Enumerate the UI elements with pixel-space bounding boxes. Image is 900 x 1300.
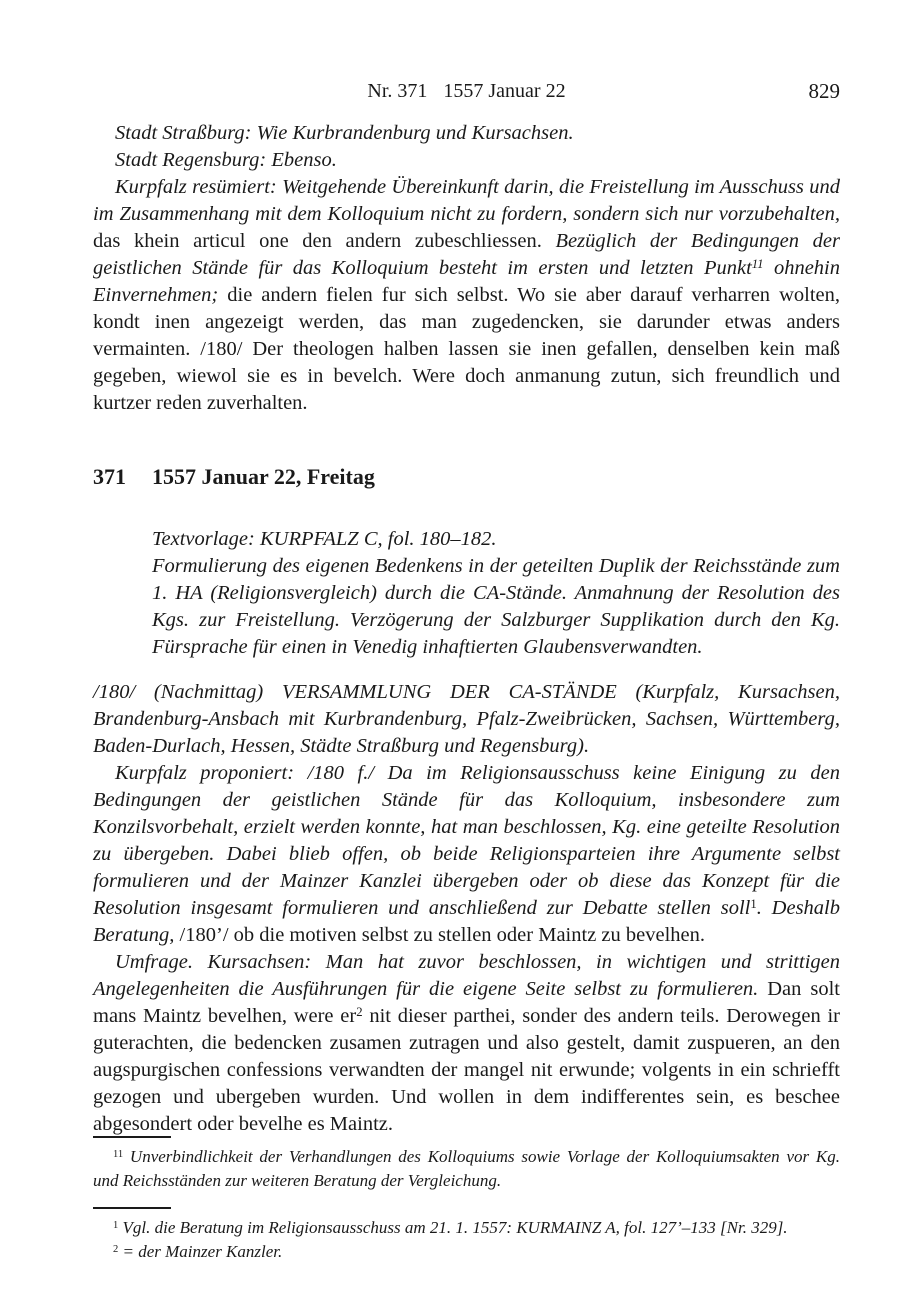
- text-run: nit dieser parthei, sonder des andern teils. Derowegen ir guterachten, die bedencken zusamen zutragen und also gestelt, damit zuspueren, an den augspurgischen confessions verwandten der mangel nit erwunde; volgents in ein schriefft gezogen und ubergeben wurden. Und wollen in dem indifferentes sein, es beschee abgesondert oder bevelhe es Maintz.: [93, 1005, 840, 1135]
- text-run: ohnehin Einvernehmen;: [93, 257, 840, 306]
- text-run: Unverbindlichkeit der Verhandlungen des Kolloquiums sowie Vorlage der Kolloquiumsakten vor Kg. und Reichsständen zur weiteren Beratung der Vergleichung.: [93, 1147, 840, 1190]
- page-number: 829: [808, 79, 840, 103]
- text-run: 11: [751, 257, 764, 272]
- source-note: [152, 526, 840, 661]
- text-run: Vgl. die Beratung im Religionsausschuss am 21. 1. 1557: KURMAINZ A, fol. 127’–133 [Nr. 329].: [118, 1218, 788, 1237]
- text-column: [93, 0, 840, 1138]
- paragraph-kurpfalz-resuemiert: [93, 174, 840, 417]
- footnote-1: [93, 1216, 840, 1240]
- text-run: 1: [113, 1220, 119, 1232]
- main-text: [93, 120, 840, 1138]
- text-run: . Deshalb Beratung,: [93, 897, 840, 946]
- text-run: = der Mainzer Kanzler.: [118, 1242, 283, 1261]
- text-run: Bezüglich der Bedingungen der geistlichen Stände für das Kolloquium besteht im ersten und letzten Punkt: [93, 230, 840, 279]
- text-run: 1: [750, 897, 757, 912]
- footnotes-area: [93, 1136, 840, 1264]
- paragraph-stadt-regensburg: [93, 147, 840, 174]
- text-run: /180/ (Nachmittag) VERSAMMLUNG DER CA-STÄNDE (Kurpfalz, Kursachsen, Brandenburg-Ansbach mit Kurbrandenburg, Pfalz-Zweibrücken, Sachsen, Württemberg, Baden-Durlach, Hessen, Städte Straßburg und Regensburg).: [93, 681, 840, 757]
- text-run: Textvorlage: KURPFALZ C, fol. 180–182.: [152, 528, 497, 550]
- text-run: Kurpfalz resümiert: Weitgehende Übereinkunft darin, die Freistellung im Ausschuss und im Zusammenhang mit dem Kolloquium nicht zu fordern, sondern sich nur vorzubehalten,: [93, 176, 840, 225]
- running-header-date: 1557 Januar 22: [443, 80, 566, 102]
- footnote-2: [93, 1240, 840, 1264]
- text-run: Umfrage. Kursachsen: Man hat zuvor beschlossen, in wichtigen und strittigen Angelegenheiten die Ausführungen für die eigene Seite selbst zu formulieren.: [93, 951, 840, 1000]
- footnote-group-entry: [93, 1207, 840, 1264]
- entry-heading: [93, 462, 840, 492]
- text-run: Kurpfalz proponiert: /180 f./ Da im Religionsausschuss keine Einigung zu den Bedingungen der geistlichen Stände für das Kolloquium, insbesondere zum Konzilsvorbehalt, erzielt werden konnte, hat man beschlossen, Kg. eine geteilte Resolution zu übergeben. Dabei blieb offen, ob beide Religionsparteien ihre Argumente selbst formulieren und der Mainzer Kanzlei übergeben oder ob diese das Konzept für die Resolution insgesamt formulieren und anschließend zur Debatte stellen soll: [93, 762, 840, 919]
- source-note-regest: [152, 553, 840, 661]
- paragraph-stadt-strassburg: [93, 120, 840, 147]
- footnote-separator: [93, 1136, 171, 1138]
- running-header-entry-ref: Nr. 371: [367, 80, 428, 102]
- text-run: Stadt Regensburg: Ebenso.: [115, 149, 337, 171]
- paragraph-kurpfalz-proponiert: [93, 760, 840, 949]
- footnote-group-page: [93, 1136, 840, 1193]
- text-run: das khein articul one den andern zubeschliessen.: [93, 230, 556, 252]
- text-run: die andern fielen fur sich selbst. Wo sie aber darauf verharren wolten, kondt inen angezeigt werden, das man zugedencken, sie darunder etwas anders vermainten. /180/ Der theologen halben lassen sie inen gefallen, denselben kein maß gegeben, wiewol sie es in bevelch. Were doch anmanung zutun, sich freundlich und kurtzer reden zuverhalten.: [93, 284, 840, 414]
- paragraph-umfrage-kursachsen: [93, 949, 840, 1138]
- text-run: Formulierung des eigenen Bedenkens in der geteilten Duplik der Reichsstände zum 1. HA (Religionsvergleich) durch die CA-Stände. Anmahnung der Resolution des Kgs. zur Freistellung. Verzögerung der Salzburger Supplikation durch den Kg. Fürsprache für einen in Venedig inhaftierten Glaubensverwandten.: [152, 555, 840, 658]
- text-run: Dan solt mans Maintz bevelhen, were er: [93, 978, 840, 1027]
- text-run: 11: [113, 1149, 124, 1161]
- footnote-separator: [93, 1207, 171, 1209]
- footnote-11: [93, 1145, 840, 1193]
- running-header: [93, 78, 840, 106]
- entry-number: 371: [93, 464, 126, 489]
- entry-title: 1557 Januar 22, Freitag: [152, 464, 375, 489]
- text-run: 2: [356, 1005, 363, 1020]
- source-note-textvorlage: [152, 526, 840, 553]
- text-run: Stadt Straßburg: Wie Kurbrandenburg und Kursachsen.: [115, 122, 574, 144]
- paragraph-versammlung: [93, 679, 840, 760]
- text-run: /180’/ ob die motiven selbst zu stellen oder Maintz zu bevelhen.: [174, 924, 706, 946]
- text-run: 2: [113, 1244, 119, 1256]
